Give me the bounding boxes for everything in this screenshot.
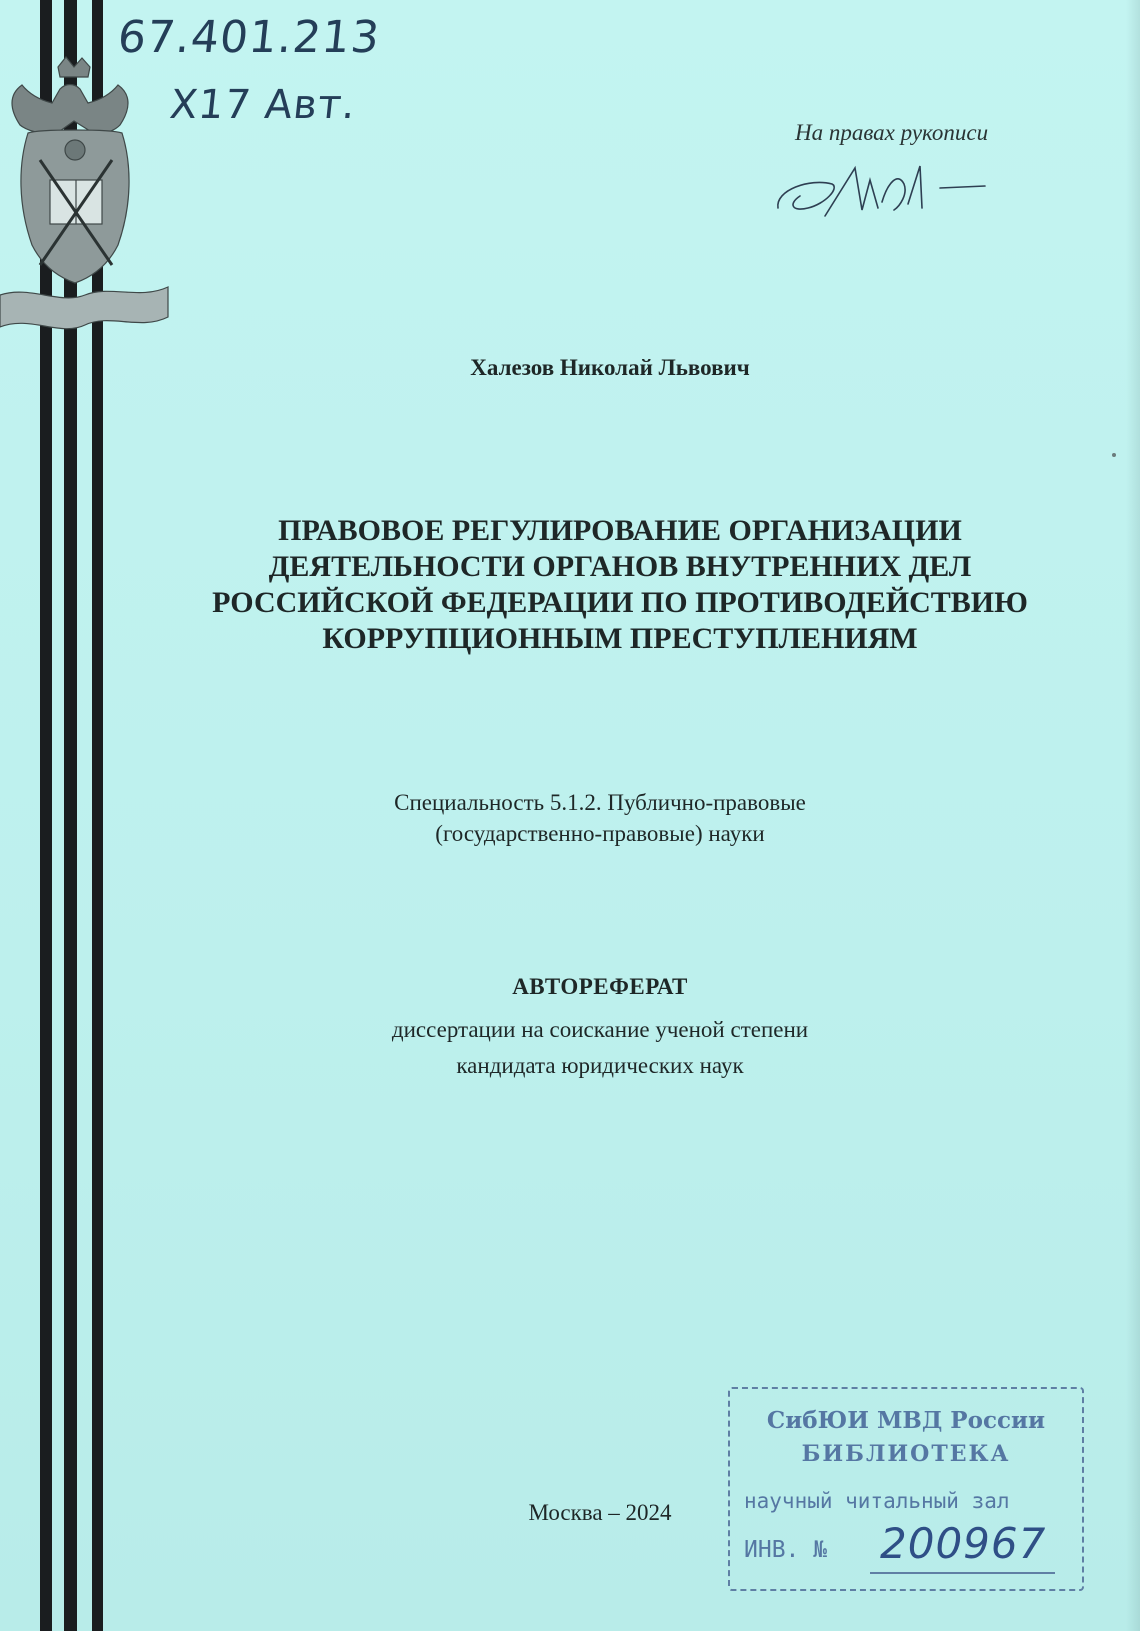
manuscript-rights-note: На правах рукописи	[795, 120, 989, 145]
dissertation-title	[120, 513, 1120, 657]
shelf-mark-handwritten: Х17 Авт.	[167, 82, 359, 128]
eagle-emblem-icon	[0, 55, 175, 330]
specialty-line: Специальность 5.1.2. Публично-правовые	[394, 790, 806, 815]
call-number-handwritten: 67.401.213	[115, 12, 383, 63]
page-edge-shadow	[1126, 0, 1140, 1631]
degree-line: диссертации на соискание ученой степени	[391, 1017, 809, 1042]
title-line: РОССИЙСКОЙ ФЕДЕРАЦИИ ПО ПРОТИВОДЕЙСТВИЮ	[212, 586, 1028, 619]
title-line: ПРАВОВОЕ РЕГУЛИРОВАНИЕ ОРГАНИЗАЦИИ	[278, 514, 962, 547]
degree-block	[300, 1012, 900, 1084]
stamp-inventory-number: 200967	[880, 1519, 1047, 1568]
title-line: ДЕЯТЕЛЬНОСТИ ОРГАНОВ ВНУТРЕННИХ ДЕЛ	[268, 550, 972, 583]
stamp-organization: СибЮИ МВД России	[766, 1407, 1046, 1434]
author-signature	[770, 158, 995, 230]
degree-line: кандидата юридических наук	[456, 1053, 744, 1078]
title-line: КОРРУПЦИОННЫМ ПРЕСТУПЛЕНИЯМ	[322, 622, 918, 655]
stamp-underline	[870, 1572, 1055, 1574]
stamp-reading-hall: научный читальный зал	[744, 1489, 1010, 1513]
abstract-heading: АВТОРЕФЕРАТ	[512, 974, 688, 999]
city-year: Москва – 2024	[528, 1500, 672, 1525]
paper-speck	[1112, 453, 1116, 457]
specialty-block	[300, 787, 900, 849]
specialty-line: (государственно-правовые) науки	[435, 821, 765, 846]
library-stamp	[728, 1387, 1084, 1591]
stamp-library: БИБЛИОТЕКА	[801, 1441, 1011, 1467]
author-name: Халезов Николай Львович	[470, 355, 750, 380]
stamp-inventory-label: ИНВ. №	[744, 1537, 828, 1563]
